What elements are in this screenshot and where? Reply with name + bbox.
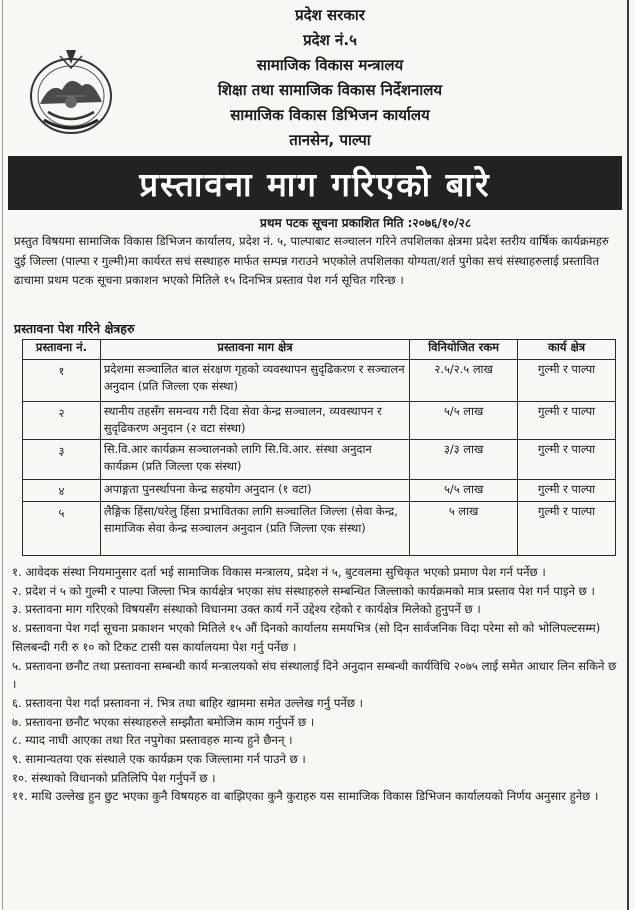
cell-proposal-area: लैङ्गिक हिंसा/घरेलु हिंसा प्रभावितका लागि सञ्चालित जिल्ला (सेवा केन्द्र, सामाजिक सेवा केन्द्र सञ्चालन अनुदान (प्रति जिल्ला एक संस्था): [100, 502, 409, 556]
cell-work-area: गुल्मी र पाल्पा: [518, 360, 616, 402]
page-edge-left: [2, 0, 3, 910]
table-row: [23, 402, 616, 440]
condition-item: ६. प्रस्तावना पेश गर्दा प्रस्तावना नं. भित्र तथा बाहिर खाममा समेत उल्लेख गर्नु पर्नेछ ।: [12, 695, 364, 710]
cell-proposal-no: २: [23, 402, 101, 440]
cell-amount: ५/५ लाख: [410, 480, 518, 502]
column-header-no: प्रस्तावना नं.: [23, 340, 101, 360]
condition-item: ८. म्याद नाघी आएका तथा रित नपुगेका प्रस्तावहरु मान्य हुने छैनन् ।: [12, 733, 293, 748]
publish-date-note: प्रथम पटक सूचना प्रकाशित मिति :२०७६/१०/२८: [260, 216, 472, 230]
cell-proposal-no: १: [23, 360, 101, 402]
cell-proposal-area: अपाङ्गता पुनर्स्थापना केन्द्र सहयोग अनुदान (१ वटा): [100, 480, 409, 502]
cell-work-area: गुल्मी र पाल्पा: [518, 402, 616, 440]
table-header-row: [23, 340, 616, 360]
condition-item: १०. संस्थाको विधानको प्रतिलिपि पेश गर्नुपर्ने छ ।: [12, 770, 216, 785]
table-row: [23, 502, 616, 556]
column-header-amount: विनियोजित रकम: [410, 340, 518, 360]
condition-item: ७. प्रस्तावना छनौट भएका संस्थाहरुले सम्झौता बमोजिम काम गर्नुपर्ने छ ।: [12, 714, 315, 729]
cell-work-area: गुल्मी र पाल्पा: [518, 440, 616, 480]
cell-work-area: गुल्मी र पाल्पा: [518, 502, 616, 556]
intro-paragraph: प्रस्तुत विषयमा सामाजिक विकास डिभिजन कार्यालय, प्रदेश नं. ५, पाल्पाबाट सञ्चालन गरिने तपशिलका क्षेत्रमा प्रदेश स्तरीय वार्षिक कार्यक्रमहरु दुई जिल्ला (पाल्पा र गुल्मी)मा कार्यरत सचं सस्थाहरु मार्फत सम्पन्न गराउने भएकोले तपशिलका योग्यता/शर्त पुगेका सचं संस्थाहरुलाई प्रस्तावित ढाचामा प्रथम पटक सूचना प्रकाशन भएको मितिले १५ दिनभित्र प्रस्ताव पेश गर्न सूचित गरिन्छ ।: [14, 234, 609, 287]
cell-proposal-no: ३: [23, 440, 101, 480]
cell-work-area: गुल्मी र पाल्पा: [518, 480, 616, 502]
section-heading: प्रस्तावना पेश गरिने क्षेत्रहरु: [14, 321, 135, 336]
table-row: [23, 360, 616, 402]
header-line-2: प्रदेश नं.५: [303, 31, 357, 49]
header-line-1: प्रदेश सरकार: [295, 6, 365, 24]
condition-item: १. आवेदक संस्था नियमानुसार दर्ता भई सामाजिक विकास मन्त्रालय, प्रदेश नं ५, बुटवलमा सुचिकृत भएको प्रमाण पेश गर्न पर्नेछ ।: [12, 565, 546, 579]
conditions-list: [12, 563, 622, 806]
cell-amount: २.५/२.५ लाख: [410, 360, 518, 402]
cell-amount: ३/३ लाख: [410, 440, 518, 480]
cell-proposal-area: स्थानीय तहसँग समन्वय गरी दिवा सेवा केन्द्र सञ्चालन, व्यवस्थापन र सुदृढिकरण अनुदान (२ वटा संस्था): [100, 402, 409, 440]
cell-proposal-area: सि.वि.आर कार्यक्रम सञ्चालनको लागि सि.वि.आर. संस्था अनुदान कार्यक्रम (प्रति जिल्ला एक संस्था): [100, 440, 409, 480]
header-line-3: सामाजिक विकास मन्त्रालय: [256, 56, 404, 74]
nepal-emblem-icon: [26, 46, 116, 138]
notice-title: प्रस्तावना माग गरिएको बारे: [139, 164, 491, 204]
condition-item: ४. प्रस्तावना पेश गर्दा सूचना प्रकाशन भएको मितिले १५ औं दिनको कार्यालय समयभित्र (सो दिन सार्वजनिक विदा परेमा सो को भोलिपल्टसम्म) सिलबन्दी गरी रु १० को टिकट टासी यस कार्यालयमा पेश गर्नु पर्नेछ ।: [12, 621, 601, 654]
condition-item: ११. माथि उल्लेख हुन छुट भएका कुनै विषयहरु वा बाझिएका कुनै कुराहरु यस सामाजिक विकास डिभिजन कार्यालयको निर्णय अनुसार हुनेछ ।: [12, 789, 599, 804]
cell-proposal-no: ५: [23, 502, 101, 556]
header-line-5: सामाजिक विकास डिभिजन कार्यालय: [230, 106, 430, 124]
cell-amount: ५ लाख: [410, 502, 518, 556]
notice-title-banner: [8, 156, 622, 210]
table-row: [23, 480, 616, 502]
cell-proposal-area: प्रदेशमा सञ्चालित बाल संरक्षण गृहको व्यवस्थापन सुदृढिकरण र सञ्चालन अनुदान (प्रति जिल्ला एक संस्था): [100, 360, 409, 402]
cell-amount: ५/५ लाख: [410, 402, 518, 440]
cell-proposal-no: ४: [23, 480, 101, 502]
header-line-6: तानसेन, पाल्पा: [289, 131, 371, 149]
office-header: [120, 0, 540, 153]
page-edge-right: [627, 0, 629, 910]
column-header-work-area: कार्य क्षेत्र: [518, 340, 616, 360]
proposal-areas-table: [22, 339, 616, 556]
table-row: [23, 440, 616, 480]
condition-item: ९. सामान्यतया एक संस्थाले एक कार्यक्रम एक जिल्लामा गर्न पाउने छ ।: [12, 752, 306, 767]
column-header-area: प्रस्तावना माग क्षेत्र: [100, 340, 409, 360]
condition-item: २. प्रदेश नं ५ को गुल्मी र पाल्पा जिल्ला भित्र कार्यक्षेत्र भएका संघ संस्थाहरुले सम्बन्धित जिल्लाको कार्यक्रमको मात्र प्रस्ताव पेश गर्न पाइने छ ।: [12, 583, 595, 598]
condition-item: ५. प्रस्तावना छनौट तथा प्रस्तावना सम्बन्धी कार्य मन्त्रालयको संघ संस्थालाई दिने अनुदान सम्बन्धी कार्यविधि २०७५ लाई समेत आधार लिन सकिने छ ।: [12, 658, 617, 692]
condition-item: ३. प्रस्तावना माग गरिएको विषयसँग संस्थाको विधानमा उक्त कार्य गर्ने उद्देश्य रहेको र कार्यक्षेत्र मिलेको हुनुपर्ने छ ।: [12, 602, 481, 617]
header-line-4: शिक्षा तथा सामाजिक विकास निर्देशनालय: [217, 81, 443, 99]
